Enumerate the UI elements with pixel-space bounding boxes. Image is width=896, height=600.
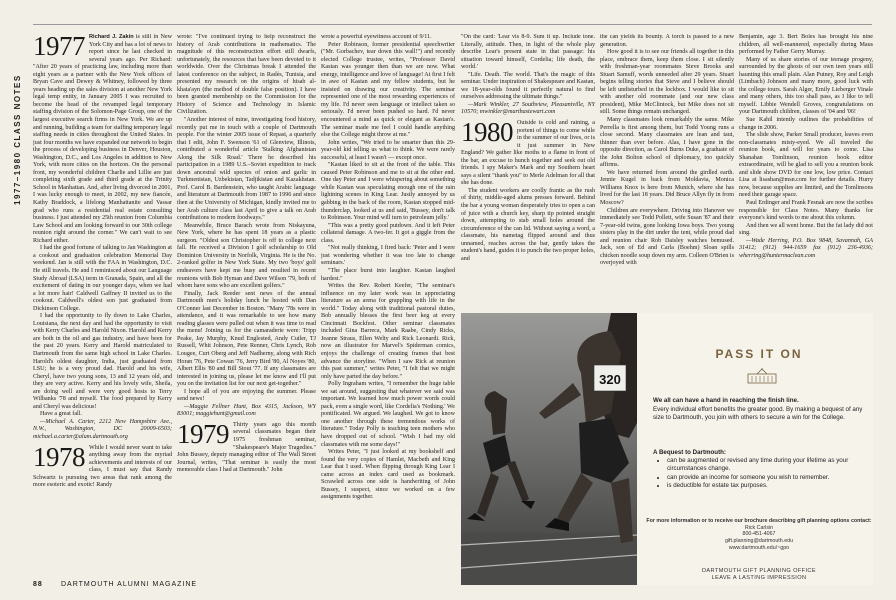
class-year-heading: 1979 [177, 418, 229, 449]
class-note-paragraph: "Life. Death. The world. That's the magic of this seminar. Under inspiration of Shakespeare and Kastan, we 18-year-olds found it perfectly natural to find ourselves addressing the ultimate things." [461, 71, 595, 101]
column-2 [177, 34, 316, 579]
dartmouth-hall-icon [747, 368, 777, 384]
class-note-paragraph: Many classmates look remarkably the same. Mike Perrella is first among them, but Todd Young runs a close second. Many classmates are lean and taut, thinner than ever before. Alas, I have gone in the opposite direction, as Carol Burns Duke, a graduate of the John Bolton school of diplomacy, too quickly affirms. [600, 117, 734, 169]
class-note-paragraph: wrote: "I've continued trying to help reconstruct the history of Arab contributions in mathematics. The magnitude of this reconstruction effort still dwarfs, unfortunately, the resources that have been devoted to it worldwide. Over the Christmas break I attended the latest conference on the subject, in Radès, Tunisia, and presented my research on the origins of hisab al-khata'ayn (the method of double false position). I have been granted membership on the Commission for the History of Science and Technology in Islamic Civilization. [177, 34, 316, 116]
class-note-paragraph: Polly Ingraham writes, "I remember the huge table we sat around, suggesting that whatever we said was important. We learned how much power words could pack, even a single word, like Cordelia's 'Nothing.' We pontificated. We argued. We laughed. We got to know one another through these tremendous works of literature." Today Polly is teaching teen mothers who have dropped out of school. "Wish I had my old classmates with me some days!" [321, 381, 455, 448]
class-note-paragraph: Writes Peter, "I just looked at my bookshelf and found the very copies of Hamlet, Macbeth and King Lear that I used. When flipping through King Lear I came across an index card used as bookmark. Scrawled across one side is handwriting of John Bussey, I suspect, since we worked on a few assignments together. [321, 449, 455, 501]
classmate-name: Richard J. Zakin [89, 34, 134, 40]
class-note-paragraph: "The place burst into laughter. Kastan laughed hardest." [321, 267, 455, 282]
class-note-paragraph: wrote a powerful eyewitness account of 9/11. [321, 34, 432, 40]
page-footer [33, 581, 872, 593]
office-block [645, 568, 873, 581]
class-year-heading: 1978 [33, 441, 85, 472]
class-note-paragraph: "On the card: 'Lear vis 8-9. Sum it up. Include tone. Literally, attitude. Then, in light of the whole play describe Lear's present state in that passage: his situation toward himself, Cordelia; life death, the world.' [461, 34, 595, 71]
class-note-paragraph: is still in New York City and has a lot of news to report since he last checked in several years ago. Per Richard: "After 20 years of practicing law, including more than eight years as a partner with the New York offices of Bryan Cave and Dewey & Whitney, followed by three years heading up the sales division at another New York legal temp entity, in January 2005 I was recruited to become the head of the revamped legal temporary staffing division of the Solomon-Page Group, one of the largest executive search firms in New York. We are up and running, building a team for staffing temporary legal staffing needs in cities throughout the United States. In just four months we have expanded our network to begin the process of developing business in Denver, Houston, Washington, D.C., and Los Angeles in addition to New York, with more cities on the horizon. On the personal front, my wonderful children Charlie and Lillie are just completing sixth grade and third grade at the Trinity School in Manhattan. And, after living divorced in 2001, I was lucky enough to meet, in 2002, my new fiancée, Kathy Braddock, a lifelong Manhattanite and Vassar grad who runs a residential real estate consulting business. I just attended my 25th reunion from Columbia Law School and am looking forward to our 30th college reunion right around the corner." We can't wait to see Richard either. [33, 34, 172, 244]
class-year-heading: 1977 [33, 34, 85, 61]
class-note-paragraph: Many of us share stories of our teenage progeny, surrounded by the ghosts of our own teen years still haunting this small plain. Alan Putney, Roy and Leigh (Limbach) Johnson and many more, good luck with the college tours. Sarah Alger, Emily Lieberger Vinale and many others, this too shall pass, as I like to tell myself. Libbie Wendell Groves, congratulations on your Dartmouth children, classes of '04 and '06! [739, 56, 873, 116]
column-1 [33, 34, 172, 579]
column-6 [739, 34, 873, 306]
contact-name: Rick Carlsin [744, 524, 774, 531]
class-note-paragraph: Meanwhile, Bruce Barach wrote from Niskayuna, New York, where he has spent 18 years as a plastic surgeon. "Oldest son Christopher is off to college next fall. He received a Division I golf scholarship to Old Dominion University in Norfolk, Virginia. He is the No. 2-ranked golfer in New York State. My two 'boys' golf endeavors have kept me busy and resulted in recent reunions with Bob Hyman and Dave Wilson '79, both of whom have sons who are excellent golfers." [177, 222, 316, 290]
class-note-paragraph: Outside is cold and raining, a portent of things to come while in the summer of our lives, or is it just summer in New England? We gather like moths to a flame in front of the bar, an excuse to hunch together and seek out old friends. I spy Maker's Mark and my Southern heart says a silent "thank you" to Merle Adelman for all that she has done. [461, 120, 595, 187]
contact-phone: 800-451-4067 [742, 531, 776, 538]
column-4 [461, 34, 595, 306]
class-note-paragraph: Writes the Rev. Robert Keefer, "The seminar's influence on my later work was in appreciating literature as an arena for grappling with life in the world." Today along with traditional pastoral duties, Bob annually blesses the first beer keg at every Cincinnati Bockfest. Other seminar classmates included Gina Barreca, Mark Raabe, Cindy Ricks, Jeanne Straus, Ellen Welty and Rick Leonardi. Rick, now an illustrator for Marvel's Spiderman comics, enjoys the challenge of creating frames that best advance the storyline. "When I saw Rick at reunion this past summer," writes Peter, "I felt that we might only have parted the day before." [321, 283, 455, 380]
class-note-paragraph: "Another interest of mine, investigating food history, recently put me in touch with a couple of Dartmouth people. For the winter 2005 issue of Repast, a quarterly that I edit, John F. Swenson '61 of Glenview, Illinois, contributed a wonderful article 'Stalking Afghanistan Along the Silk Road.' There he described his participation in a 1989 U.S.–Soviet expedition to track down ancestral wild species of onion and garlic in Turkmenistan, Uzbekistan, Tadjikistan and Kazakhstan. Prof. Carol B. Bardenstein, who taught Arabic language and literature at Dartmouth from 1987 to 1996 and since then at the University of Michigan, kindly invited me to her Arab culture class last April to give a talk on Arab contributions to modern foodways." [177, 117, 316, 222]
class-note-paragraph: While I would never want to take anything away from the myriad achievements and interests of our class, I must say that Randy Schwartz is pursuing two areas that rank among the more esoteric and exotic! Randy [33, 444, 172, 489]
class-note-paragraph: "This was a pretty good putdown. And it left Peter collateral damage. A two-fer. It got a giggle from the class. [321, 222, 455, 244]
secretary-signature: —Mark Winkler, 27 Southview, Pleasantville, NY 10570; mwinkler@marthastewart.com [461, 101, 595, 116]
bequest-list [653, 457, 868, 490]
bequest-item: • is deductible for estate tax purposes. [667, 482, 868, 490]
class-note-paragraph: John writes, "We tried to be smarter than this 29-year-old kid telling us what to think. We were rarely successful, at least I wasn't — except once. [321, 139, 455, 161]
class-note-paragraph: Peter Robinson, former presidential speechwriter ("Mr. Gorbachev, tear down this wall!") and recently elected College trustee, writes, "Professor David Kastan was younger then than we are now. What energy, intelligence and love of language! At first I felt in awe of Kastan and my fellow students, but he insisted on drawing our creativity. The seminar represented one of the most rewarding experiences of my life. I'd never seen language or intellect taken so seriously. I'd never been pushed so hard. I'd never encountered a mind as quick or elegant as Kastan's. The seminar made me feel I could handle anything else the College might throw at me." [321, 41, 455, 139]
class-year-heading: 1980 [461, 117, 513, 148]
class-note-paragraph: And then we all went home. But the fat lady did not sing. [739, 222, 873, 237]
runner-photo [461, 313, 637, 585]
class-note-paragraph: Paul Erdinger and Frank Fesnak are now the scribes responsible for Class Notes. Many thanks for everyone's kind words to me about this column. [739, 200, 873, 222]
class-note-paragraph: The student workers are coolly frantic as the rush of thirty, middle-aged alums presses forward. Behind the bar a young woman desperately tries to open a can of juice with a church key, sharp tip pointed straight down, attempting to stab small holes around the circumference of the can lid. Without saying a word, a classmate, his nametag flipped around and thus unnamed, reaches across the bar, gently takes the student's hand, guides it to punch the two proper holes, and [461, 187, 595, 262]
bequest-item: • can provide an income for someone you wish to remember. [667, 474, 868, 482]
class-note-paragraph: "Kastan liked to sit at the front of the table. This caused Peter Robinson and me to sit at the other end. One day Peter and I were whispering about something while Kastan was speculating enough one of the rain lightning scenes in King Lear. Justly annoyed by us gabbing in the back of the room, Kastan stopped mid-thunderclap, looked at us and said, 'Bussey, don't talk to Robinson. Your mind will turn to petroleum jelly.' [321, 162, 455, 222]
class-note-paragraph: How good it is to see our friends all together in this place, embrace them, keep them close. I sit silently with freshman-year roommates Steve Brooks and Stuart Samuff, words unneeded after 29 years. Stuart begins telling stories that Steve and I believe should be left undisturbed in the lockbox. I would like to sit with another old roommate (and our new class president), Mike McClintock, but Mike does not sit still. Some things remain unchanged. [600, 49, 734, 116]
bequest-item: • can be augmented or revised any time during your lifetime as your circumstances change. [667, 457, 868, 473]
secretary-signature: —Wade Herring, P.O. Box 9848, Savannah, GA 31412; (912) 944-1659 fax (912) 236-4936; wherring@huntermaclean.com [739, 237, 873, 259]
contact-email: gift.planning@dartmouth.edu [724, 538, 794, 545]
class-note-paragraph: I had the opportunity to fly down to Lake Charles, Louisiana, the next day and had the opportunity to visit with Kerry Charles and Harold Nixon. Harold and Kerry are both in the oil and gas industry, and have been for the past 20 years. Kerry and Harold matriculated to Dartmouth from the same high school in Lake Charles. Harold's oldest daughter, India, just graduated from LSU; he is a very proud dad. Harold and his wife, Cheryl, have two young sons, 13 and 12 years old, and they are very active. Kerry and his lovely wife, Sheila, are doing well and were very good hosts to Terry Wilbanks '78 and myself. The food prepared by Kerry and Cheryl was delicious! [33, 313, 172, 410]
contact-block [645, 518, 873, 552]
ad-headline: We all can have a hand in reaching the finish line. [653, 397, 799, 404]
section-label: 1977–1980 CLASS NOTES [13, 74, 22, 206]
column-5 [600, 34, 734, 306]
class-note-paragraph: Have a great fall. [40, 411, 82, 418]
class-note-paragraph: Sue Kahil intently outlines the probabilities of change in 2006. [739, 117, 873, 131]
class-note-paragraph: I had the good fortune of talking to Jan Washington at a cookout and graduation celebration Memorial Day weekend. Jan is still with the FAA in Washington, D.C. He still travels. He and I reminisced about our Language Study Abroad (LSA) term in Granada, Spain, and all the excitement of dating in our younger days, when we had a lot more hair! Caldwell Gaffney II invited us to the cookout. Caldwell's oldest son just graduated from Dickinson College. [33, 245, 172, 312]
ad-title: PASS IT ON [715, 347, 803, 361]
secretary-signature: —Maggie Fellner Hunt, Box 4315, Jackson, WY 83001; maggiehunt@gmail.com [177, 403, 316, 418]
class-note-paragraph: Benjamin, age 3. Bert Boles has brought his nine children, all well-mannered, especially during Maus performed by Father Gerry Murray. [739, 34, 873, 56]
office-name: DARTMOUTH GIFT PLANNING OFFICE [701, 568, 817, 574]
bequest-section [653, 449, 868, 490]
page-number: 88 [33, 581, 43, 588]
gift-planning-advertisement [461, 313, 873, 585]
magazine-name: DARTMOUTH ALUMNI MAGAZINE [61, 581, 198, 588]
ad-copy [645, 313, 873, 585]
class-note-paragraph: We have returned from around the girdled earth. Jennie Kugel in back from Moldavia, Monica Williams Knox is here from Munich, where she has lived for the last 18 years. Did Bruce Allyn fly in from Moscow? [600, 169, 734, 207]
class-note-paragraph: The slide show, Parker Small producer, leaves even non-classmates misty-eyed. We all traveled the reunion book, and will for years to come. Lisa Shanahan Tomlinson, reunion book editor extraordinaire, will be glad to sell you a reunion book and slide show DVD for one low, low price. Contact Lisa at lisashan@msn.com for further details. Hurry now, because supplies are limited, and the Tomlinsons need their garage space. [739, 132, 873, 199]
class-note-paragraph: Children are everywhere. Driving into Hanover we immediately see Todd Pollett, wife Susan '87 and their 7-year-old twins, gone looking Iowa boys. Two young sisters play in the dirt under the tent, while proud dad and reunion chair Rob Daisley watches bemused. Jack, son of Ed and Carla (Boehm) Sloan spills chicken noodle soup down my arm. Colleen O'Brien is overjoyed with [600, 207, 734, 267]
runner-photo-image [461, 313, 637, 585]
class-note-paragraph: Thirty years ago this month several classmates began their 1975 freshman seminar, "Shakespeare's Major Tragedies." John Bussey, deputy managing editor of The Wall Street Journal, writes, "That seminar is easily the most memorable class I had at Dartmouth." John [177, 421, 316, 474]
bib-number: 320 [599, 372, 621, 387]
class-note-paragraph: "Not really thinking, I fired back: 'Peter and I were just wondering whether it was too late to change seminars.' [321, 245, 455, 267]
contact-heading: For more information or to receive our brochure describing gift planning options contact: [646, 518, 872, 524]
bequest-heading: A Bequest to Dartmouth: [653, 449, 726, 456]
column-3 [321, 34, 455, 579]
header-rule [33, 24, 872, 25]
class-note-paragraph: I hope all of you are enjoying the summer. Please send news! [177, 388, 316, 403]
secretary-signature: —Michael A. Carter, 2212 New Hampshire Ave., N.W., Washington, DC 20009-6503; michael.a.carter@alum.dartmouth.org [33, 418, 172, 440]
class-note-paragraph: Finally, Jack Reeder sent news of the annual Dartmouth men's holiday lunch he hosted with Dan O'Conner last December in Boston. "Many '78s were in attendance, and it was remarkable to see how many reading glasses were pulled out when it was time to read the menu! Joining us for the camaraderie were: Tripp Peake, Jay Murphy, Knud Englested, Andy Cutler, TJ Russell, Whit Johnson, Pete Renner, Chris Lynch, Rob Lougee, Curt Oberg and Jeff Nadherny, along with Rich Horan '76, Pete Cowan '76, Jerry Bird '80, Al Noyes '80, Albert Ellis '80 and Bill Stout '77. If any classmates are interested in joining us, please let me know and I'll put you on the invitation list for our next get-together." [177, 290, 316, 388]
ad-body-text: Every individual effort benefits the greater good. By making a bequest of any size to Dartmouth, you join with others to secure a win for the College. [653, 406, 863, 421]
office-tagline: LEAVE A LASTING IMPRESSION [711, 574, 807, 581]
class-note-paragraph: the can yields its bounty. A torch is passed to a new generation. [600, 34, 734, 48]
contact-website: www.dartmouth.edu/~gpo [728, 544, 790, 551]
